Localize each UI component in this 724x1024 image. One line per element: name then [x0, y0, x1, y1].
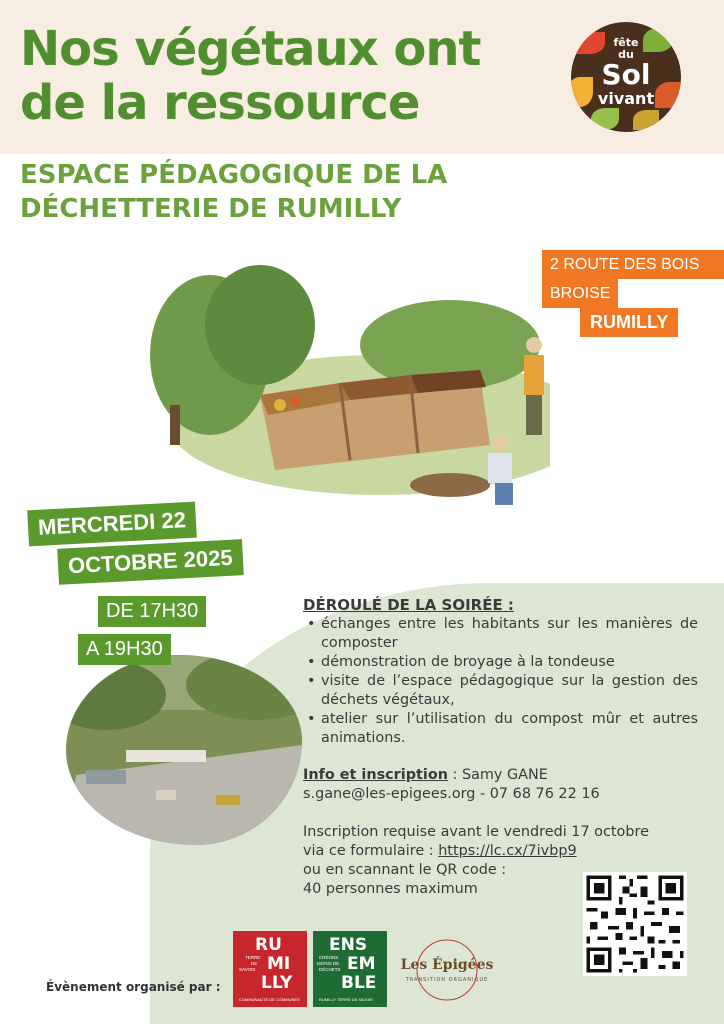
info-section — [303, 766, 703, 804]
photo-truck — [216, 795, 240, 805]
person-legs — [495, 483, 513, 505]
photo-truck — [156, 790, 176, 800]
registration-deadline: Inscription requise avant le vendredi 17 octobre — [303, 824, 649, 840]
rumilly-logo-small-1: TERRE — [245, 955, 261, 960]
program-item: • échanges entre les habitants sur les manières de composter — [303, 615, 698, 653]
rumilly-logo-bottom: COMMUNAUTÉ DE COMMUNES — [239, 997, 300, 1002]
info-line-1 — [303, 766, 703, 785]
compost-illustration — [150, 255, 550, 510]
person-head — [526, 337, 542, 353]
address-block — [542, 250, 724, 337]
ensemble-logo-text-3: BLE — [341, 973, 377, 993]
ensemble-logo-small-2: MOINS DE — [317, 961, 340, 966]
ensemble-logo-text-1: ENS — [329, 935, 368, 955]
organizer-label: Évènement organisé par : — [46, 980, 221, 994]
rumilly-logo-text-2: MI — [267, 954, 291, 974]
rumilly-logo-small-2: DE — [251, 961, 258, 966]
form-prefix: via ce formulaire : — [303, 843, 439, 859]
address-line-2: BROISE — [542, 279, 618, 308]
title-line-2: de la ressource — [20, 75, 420, 131]
photo-building — [86, 770, 126, 784]
person-head — [492, 435, 508, 451]
epigees-name: Les Épigées — [400, 957, 494, 973]
fete-du-sol-vivant-badge — [571, 22, 681, 132]
time-start: DE 17H30 — [98, 596, 206, 627]
tree-trunk — [170, 405, 180, 445]
rumilly-logo — [233, 931, 307, 1007]
subtitle-line-1: ESPACE PÉDAGOGIQUE DE LA — [20, 160, 448, 190]
ensemble-logo-small-3: DÉCHETS — [319, 967, 341, 972]
rumilly-logo-small-3: SAVOIE — [239, 967, 256, 972]
address-line-1: 2 ROUTE DES BOIS — [542, 250, 724, 279]
compost-pile — [410, 473, 490, 497]
badge-line-4: vivant — [597, 89, 655, 108]
title-line-1: Nos végétaux ont — [20, 21, 481, 77]
ensemble-logo-text-2: EM — [347, 954, 376, 974]
badge-line-2: du — [618, 48, 634, 61]
epigees-tagline: TRANSITION ORGANIQUE — [405, 977, 489, 983]
photo-buildings — [126, 750, 206, 762]
address-city: RUMILLY — [580, 308, 678, 337]
page-subtitle — [20, 158, 447, 226]
contact-email-phone[interactable]: s.gane@les-epigees.org - 07 68 76 22 16 — [303, 786, 600, 802]
qr-code[interactable] — [583, 872, 687, 976]
program-item: • atelier sur l’utilisation du compost mûr et autres animations. — [303, 710, 698, 748]
ensemble-logo — [313, 931, 387, 1007]
program-item: • visite de l’espace pédagogique sur la gestion des déchets végétaux, — [303, 672, 698, 710]
compost-leaves — [274, 399, 286, 411]
registration-capacity: 40 personnes maximum — [303, 881, 478, 897]
decheterie-aerial-photo — [66, 655, 302, 845]
ensemble-logo-bottom: RUMILLY TERRE DE SAVOIE — [319, 997, 373, 1002]
person-body — [488, 453, 512, 483]
compost-leaves — [290, 396, 300, 406]
info-label: Info et inscription — [303, 767, 448, 783]
registration-qr-line: ou en scannant le QR code : — [303, 862, 507, 878]
les-epigees-logo — [397, 937, 497, 1003]
badge-line-3: Sol — [601, 58, 651, 91]
tree-left-top — [205, 265, 315, 385]
rumilly-logo-text-3: LLY — [261, 973, 293, 993]
person-body — [524, 355, 544, 395]
registration-form-line — [303, 842, 703, 861]
badge-text — [571, 22, 681, 132]
program-list — [303, 615, 698, 748]
program-section — [303, 596, 698, 748]
date-month-year: OCTOBRE 2025 — [57, 539, 243, 585]
contact-name: : Samy GANE — [447, 767, 548, 783]
subtitle-line-2: DÉCHETTERIE DE RUMILLY — [20, 194, 402, 224]
badge-line-1: fête — [613, 36, 639, 49]
date-day: MERCREDI 22 — [27, 502, 197, 547]
page-title — [20, 22, 560, 130]
ensemble-logo-small-1: CRÉONS — [319, 955, 339, 960]
program-title: DÉROULÉ DE LA SOIRÉE : — [303, 596, 514, 614]
person-legs — [526, 395, 542, 435]
registration-link[interactable]: https://lc.cx/7ivbp9 — [438, 843, 577, 859]
program-item: • démonstration de broyage à la tondeuse — [303, 653, 698, 672]
rumilly-logo-text-1: RU — [255, 935, 282, 955]
time-end: A 19H30 — [78, 634, 171, 665]
